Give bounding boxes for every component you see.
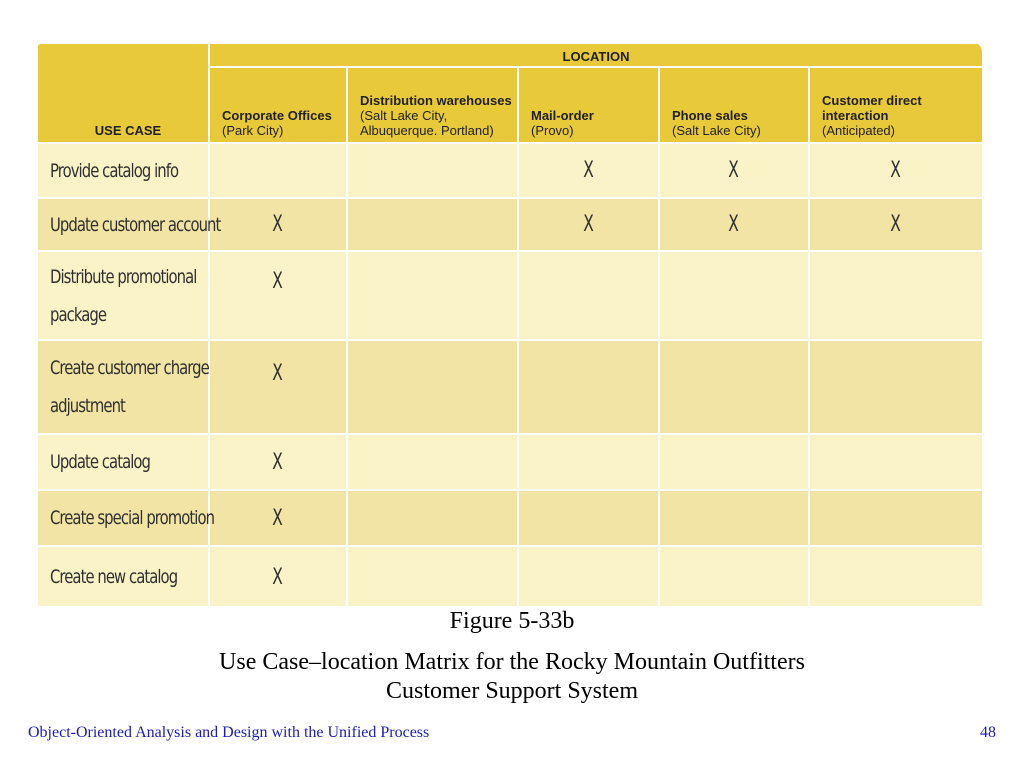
page-number: 48 [980, 724, 996, 741]
location-mark-cell [659, 251, 809, 340]
location-mark-cell [809, 143, 982, 198]
location-mark-cell [347, 490, 518, 546]
location-mark-cell [209, 198, 347, 251]
figure-title [0, 648, 1024, 706]
location-mark: X [583, 212, 594, 237]
use-case-label: Create customer charge adjustment [50, 357, 209, 417]
location-mark-cell [347, 251, 518, 340]
location-mark: X [890, 212, 902, 237]
course-title: Object-Oriented Analysis and Design with the Unified Process [28, 724, 430, 741]
location-column-header: Distribution warehouses (Salt Lake City, Albuquerque. Portland) [347, 67, 518, 143]
use-case-label: Provide catalog info [50, 159, 179, 182]
location-mark: X [272, 505, 284, 531]
matrix-row [37, 546, 982, 606]
location-mark-cell [518, 198, 659, 251]
matrix-row [37, 143, 982, 198]
location-column-header: Corporate Offices (Park City) [209, 67, 347, 143]
location-mark-cell [659, 434, 809, 490]
location-mark-cell [809, 198, 982, 251]
location-mark: X [728, 212, 740, 237]
location-mark-cell [518, 143, 659, 198]
location-column-header: Mail-order (Provo) [518, 67, 659, 143]
use-case-label: Create new catalog [50, 566, 178, 588]
figure-title-line: Use Case–location Matrix for the Rocky Mountain Outfitters [219, 649, 805, 675]
use-case-header: USE CASE [37, 43, 209, 143]
location-mark: X [272, 449, 284, 475]
location-column-header: Phone sales (Salt Lake City) [659, 67, 809, 143]
location-mark: X [583, 158, 594, 183]
location-mark-cell [209, 434, 347, 490]
location-mark-cell [209, 490, 347, 546]
location-mark-cell [659, 490, 809, 546]
use-case-cell [37, 143, 209, 198]
figure-title-line: Customer Support System [385, 678, 638, 704]
location-mark-cell [659, 198, 809, 251]
location-mark-cell [209, 143, 347, 198]
use-case-location-matrix [36, 42, 982, 606]
location-mark-cell [209, 251, 347, 340]
location-column-header: Customer direct interaction (Anticipated) [809, 67, 982, 143]
location-mark-cell [518, 434, 659, 490]
location-mark: X [890, 158, 902, 183]
location-mark-cell [209, 546, 347, 606]
location-mark-cell [518, 251, 659, 340]
location-header: LOCATION [209, 43, 982, 67]
figure-number: Figure 5-33b [449, 608, 575, 634]
use-case-label: Update customer account [50, 213, 221, 236]
location-mark: X [272, 360, 284, 386]
location-mark: X [272, 212, 284, 237]
use-case-cell [37, 251, 209, 340]
use-case-cell [37, 434, 209, 490]
location-mark-cell [809, 546, 982, 606]
matrix-row [37, 251, 982, 340]
location-mark-cell [518, 340, 659, 434]
use-case-label: Distribute promotional package [50, 265, 197, 326]
location-mark-cell [518, 490, 659, 546]
location-mark-cell [809, 340, 982, 434]
location-header-row [37, 43, 982, 67]
location-mark-cell [659, 340, 809, 434]
matrix-row [37, 490, 982, 546]
location-mark: X [272, 269, 284, 294]
location-mark-cell [659, 143, 809, 198]
location-mark: X [272, 564, 284, 590]
location-mark-cell [347, 340, 518, 434]
location-mark-cell [347, 198, 518, 251]
use-case-cell [37, 546, 209, 606]
use-case-label: Update catalog [50, 451, 150, 473]
use-case-cell [37, 490, 215, 546]
matrix-row [37, 434, 982, 490]
use-case-cell [37, 198, 221, 251]
location-mark: X [728, 158, 740, 183]
location-mark-cell [347, 546, 518, 606]
location-mark-cell [809, 434, 982, 490]
location-mark-cell [209, 340, 347, 434]
location-mark-cell [518, 546, 659, 606]
location-mark-cell [347, 434, 518, 490]
location-mark-cell [809, 251, 982, 340]
location-mark-cell [809, 490, 982, 546]
use-case-label: Create special promotion [50, 507, 215, 529]
location-mark-cell [347, 143, 518, 198]
matrix-row [37, 198, 982, 251]
location-mark-cell [659, 546, 809, 606]
use-case-cell [37, 340, 209, 434]
matrix-body [37, 143, 982, 606]
matrix-row [37, 340, 982, 434]
matrix-table [36, 42, 982, 606]
